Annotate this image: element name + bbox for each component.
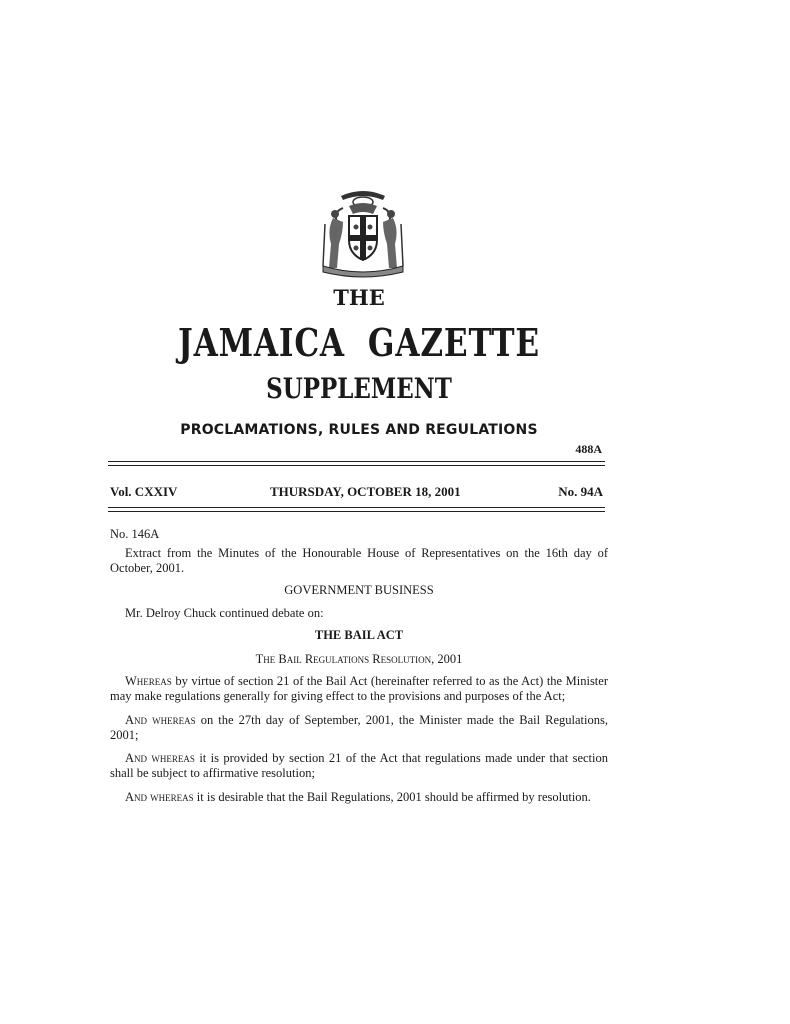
whereas-lead: And whereas	[125, 790, 194, 804]
top-rule-upper	[108, 461, 605, 462]
whereas-text: it is provided by section 21 of the Act that regulations made under that section shall be subject to affirmative resolution;	[110, 751, 608, 780]
bottom-rule-upper	[108, 507, 605, 508]
top-rule-lower	[108, 465, 605, 466]
whereas-text: on the 27th day of September, 2001, the Minister made the Bail Regulations, 2001;	[110, 713, 608, 742]
issue-date: THURSDAY, OCTOBER 18, 2001	[270, 484, 461, 499]
issue-number: No. 94A	[558, 484, 603, 499]
whereas-lead: And whereas	[125, 751, 195, 765]
whereas-lead: And whereas	[125, 713, 196, 727]
whereas-lead: Whereas	[125, 674, 172, 688]
debate-line-text: Mr. Delroy Chuck continued debate on:	[125, 606, 324, 620]
minutes-extract-text: Extract from the Minutes of the Honourable House of Representatives on the 16th day of October, 2001.	[110, 546, 608, 575]
supplement-heading: SUPPLEMENT	[266, 372, 452, 405]
coat-of-arms-emblem	[313, 182, 413, 282]
whereas-text: by virtue of section 21 of the Bail Act (hereinafter referred to as the Act) the Minister may make regulations generally for giving effect to the provisions and purposes of the Act;	[110, 674, 608, 703]
section-heading: GOVERNMENT BUSINESS	[284, 583, 434, 597]
bottom-rule-lower	[108, 511, 605, 512]
act-title: THE BAIL ACT	[314, 628, 404, 642]
gazette-title-left: JAMAICA	[178, 320, 345, 365]
whereas-clause-3	[110, 751, 608, 781]
whereas-clause-4	[110, 790, 608, 805]
gazette-title-right: GAZETTE	[367, 320, 540, 365]
volume-label: Vol. CXXIV	[110, 484, 178, 499]
gazette-title	[65, 320, 654, 365]
whereas-clause-1	[110, 674, 608, 704]
notice-number: No. 146A	[110, 527, 160, 541]
minutes-extract	[110, 546, 608, 576]
masthead-the: THE	[333, 285, 385, 310]
whereas-clause-2	[110, 713, 608, 743]
debate-line	[110, 606, 608, 621]
whereas-text: it is desirable that the Bail Regulations, 2001 should be affirmed by resolution.	[193, 790, 591, 804]
resolution-title: The Bail Regulations Resolution, 2001	[255, 652, 463, 666]
page-number: 488A	[575, 442, 602, 456]
gazette-subtitle: PROCLAMATIONS, RULES AND REGULATIONS	[180, 422, 538, 438]
